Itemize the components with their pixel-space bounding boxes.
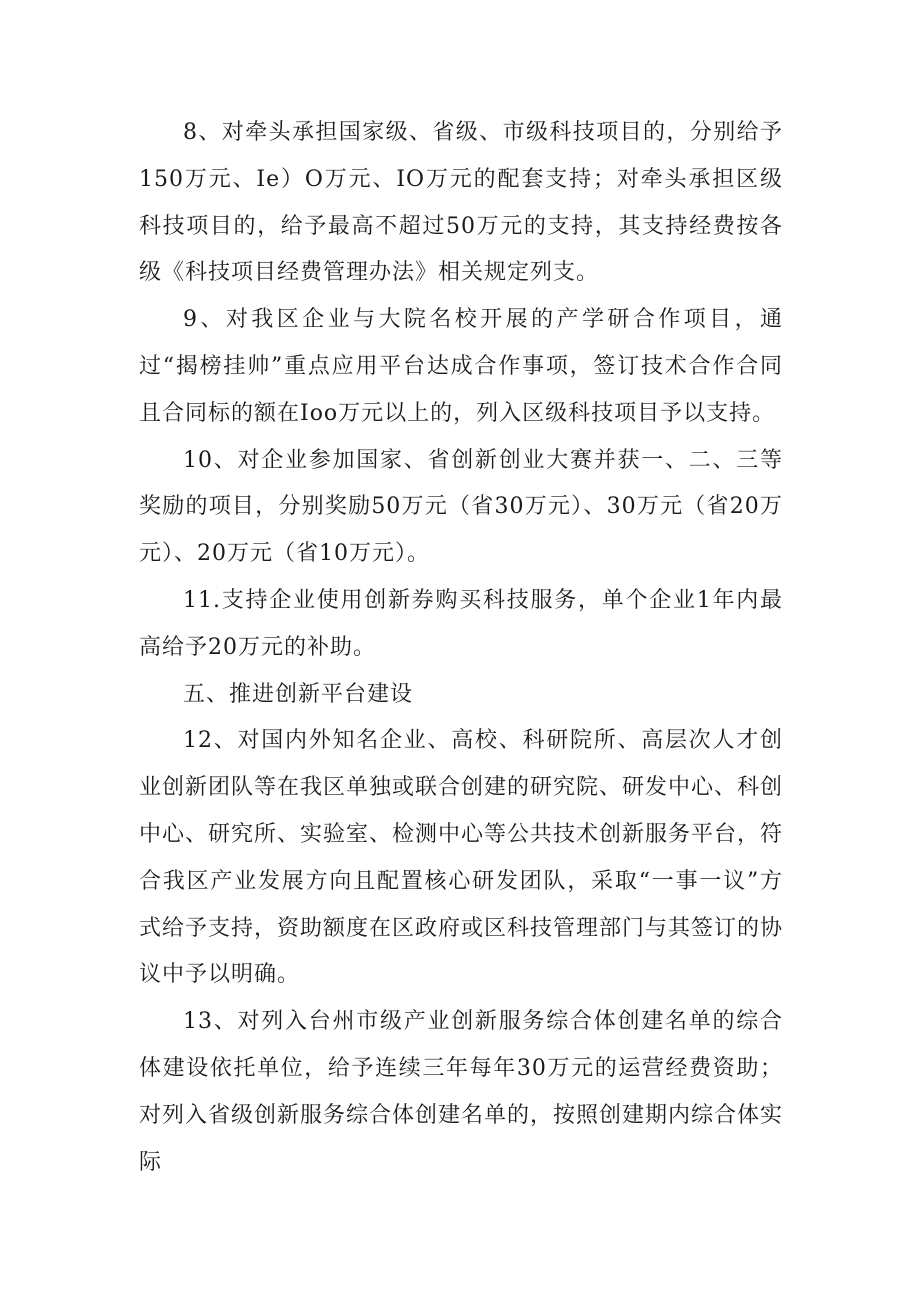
paragraph-item-9: 9、对我区企业与大院名校开展的产学研合作项目，通过“揭榜挂帅”重点应用平台达成合作事项，签订技术合作合同且合同标的额在Ioo万元以上的，列入区级科技项目予以支持。 (139, 307, 783, 426)
paragraph-item-8: 8、对牵头承担国家级、省级、市级科技项目的，分别给予150万元、Ie）O万元、IO万元的配套支持；对牵头承担区级科技项目的，给予最高不超过50万元的支持，其支持经费按各级《科技项目经费管理办法》相关规定列支。 (139, 120, 783, 286)
document-body (139, 110, 783, 1186)
paragraph-item-12: 12、对国内外知名企业、高校、科研院所、高层次人才创业创新团队等在我区单独或联合创建的研究院、研发中心、科创中心、研究所、实验室、检测中心等公共技术创新服务平台，符合我区产业发展方向且配置核心研发团队，采取“一事一议”方式给予支持，资助额度在区政府或区科技管理部门与其签订的协议中予以明确。 (139, 728, 784, 988)
section-heading-5: 五、推进创新平台建设 (183, 681, 414, 707)
paragraph-item-10: 10、对企业参加国家、省创新创业大赛并获一、二、三等奖励的项目，分别奖励50万元（省30万元）、30万元（省20万元）、20万元（省10万元）。 (139, 447, 783, 567)
paragraph-item-11: 11.支持企业使用创新券购买科技服务，单个企业1年内最高给予20万元的补助。 (139, 587, 783, 660)
paragraph-item-13: 13、对列入台州市级产业创新服务综合体创建名单的综合体建设依托单位，给予连续三年每年30万元的运营经费资助；对列入省级创新服务综合体创建名单的，按照创建期内综合体实际 (139, 1009, 784, 1175)
